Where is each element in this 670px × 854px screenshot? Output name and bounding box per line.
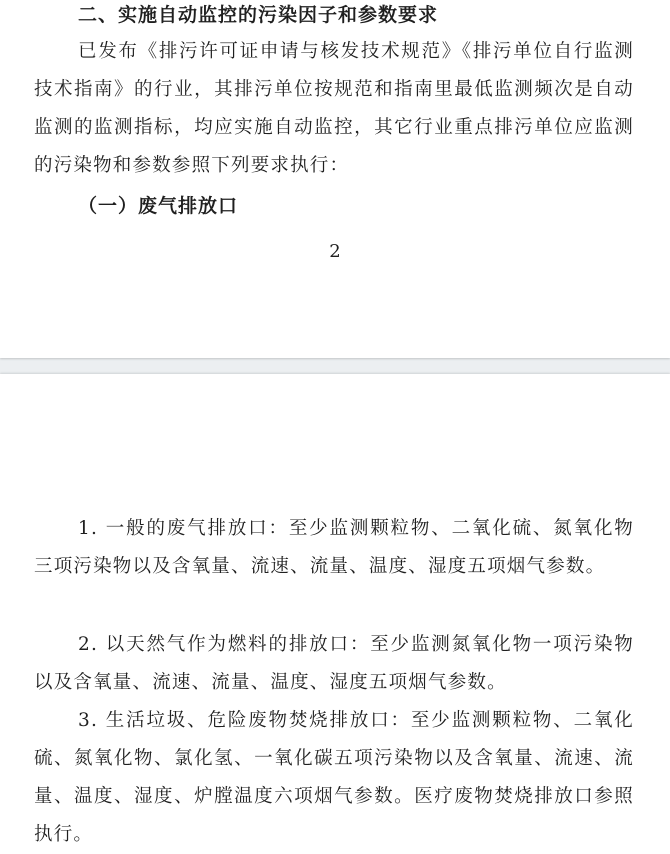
document-page-lower [0,374,670,854]
document-page-upper [0,0,670,358]
section-heading: 二、实施自动监控的污染因子和参数要求 [78,4,439,26]
list-item-incineration-exhaust: 3. 生活垃圾、危险废物焚烧排放口：至少监测颗粒物、二氧化硫、氮氧化物、氯化氢、一氧化碳五项污染物以及含氧量、流速、流量、温度、湿度、炉膛温度六项烟气参数。医疗废物焚烧排放口参照执行。 [34,710,634,845]
list-item-general-exhaust: 1. 一般的废气排放口：至少监测颗粒物、二氧化硫、氮氧化物三项污染物以及含氧量、流速、流量、温度、湿度五项烟气参数。 [34,518,634,577]
subsection-heading: （一）废气排放口 [78,195,239,217]
intro-paragraph: 已发布《排污许可证申请与核发技术规范》《排污单位自行监测技术指南》的行业，其排污单位按规范和指南里最低监测频次是自动监测的监测指标，均应实施自动监控，其它行业重点排污单位应监测的污染物和参数参照下列要求执行： [34,41,634,176]
page-number: 2 [329,241,341,262]
list-item-natural-gas-exhaust: 2. 以天然气作为燃料的排放口：至少监测氮氧化物一项污染物以及含氧量、流速、流量、温度、湿度五项烟气参数。 [34,634,634,693]
